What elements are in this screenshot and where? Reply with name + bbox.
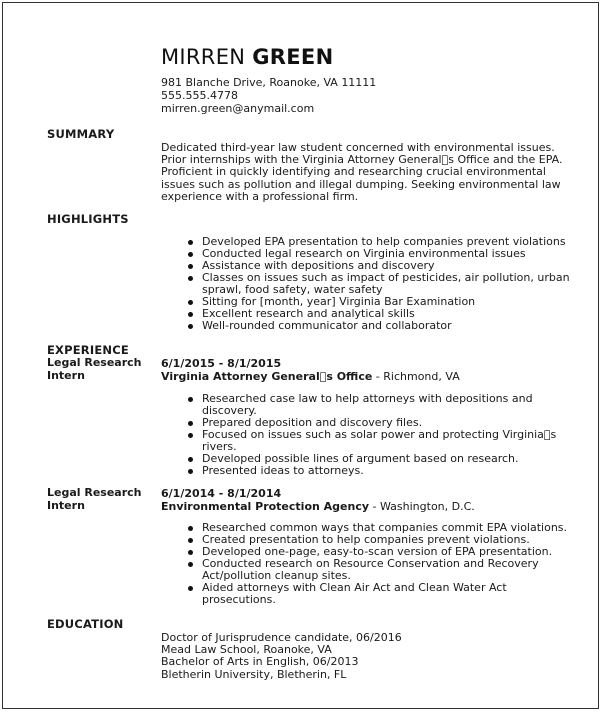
bullet-icon [188, 538, 193, 543]
bullet-icon [188, 252, 193, 257]
list-item: Excellent research and analytical skills [188, 308, 568, 320]
candidate-name [161, 45, 333, 69]
bullet-icon [188, 421, 193, 426]
bullet-icon [188, 300, 193, 305]
job-employer [161, 370, 460, 383]
education-line: Doctor of Jurisprudence candidate, 06/2016 [161, 631, 402, 644]
bullet-icon [188, 469, 193, 474]
resume-page [2, 2, 599, 709]
list-item: Presented ideas to attorneys. [188, 465, 568, 477]
bullet-icon [188, 433, 193, 438]
highlights-heading: HIGHLIGHTS [47, 212, 129, 226]
employer-location: - Washington, D.C. [369, 500, 475, 513]
highlights-list [188, 236, 568, 332]
job-role: Legal Research Intern [47, 486, 142, 512]
job-employer [161, 500, 475, 513]
job-dates: 6/1/2015 - 8/1/2015 [161, 357, 282, 370]
employer-name: Virginia Attorney General s Office [161, 370, 373, 383]
list-item: Conducted legal research on Virginia environmental issues [188, 248, 568, 260]
list-item: Assistance with depositions and discovery [188, 260, 568, 272]
summary-line: issues such as pollution and illegal dumping. Seeking environmental law [161, 177, 561, 191]
name-first: MIRREN [161, 45, 246, 69]
bullet-icon [188, 276, 193, 281]
bullet-icon [188, 264, 193, 269]
list-item: Sitting for [month, year] Virginia Bar Examination [188, 296, 568, 308]
employer-name: Environmental Protection Agency [161, 500, 370, 513]
name-last: GREEN [252, 45, 334, 69]
summary-line: Proficient in quickly identifying and researching crucial environmental [161, 165, 546, 179]
experience-heading: EXPERIENCE [47, 343, 129, 357]
list-item: Developed possible lines of argument based on research. [188, 453, 568, 465]
summary-line: Dedicated third-year law student concerned with environmental issues. [161, 141, 555, 154]
bullet-icon [188, 240, 193, 245]
summary-line: Prior internships with the Virginia Attorney General s Office and the EPA. [161, 153, 563, 167]
education-heading: EDUCATION [47, 617, 124, 631]
bullet-icon [188, 550, 193, 555]
education-line: Bachelor of Arts in English, 06/2013 [161, 655, 359, 669]
bullet-icon [188, 324, 193, 329]
job-dates: 6/1/2014 - 8/1/2014 [161, 487, 282, 500]
list-item: Prepared deposition and discovery files. [188, 417, 568, 429]
bullet-icon [188, 397, 193, 402]
bullet-icon [188, 312, 193, 317]
list-item: Developed EPA presentation to help companies prevent violations [188, 236, 568, 248]
education-text [161, 632, 402, 681]
list-item: Created presentation to help companies prevent violations. [188, 534, 568, 546]
summary-heading: SUMMARY [47, 127, 115, 141]
list-item: Classes on issues such as impact of pesticides, air pollution, urban sprawl, food safety, water safety [188, 272, 568, 296]
employer-location: - Richmond, VA [372, 370, 460, 383]
job-role: Legal Research Intern [47, 356, 142, 382]
list-item: Conducted research on Resource Conservation and Recovery Act/pollution cleanup sites. [188, 558, 568, 582]
bullet-icon [188, 562, 193, 567]
email[interactable]: mirren.green@anymail.com [161, 102, 315, 115]
list-item: Well-rounded communicator and collaborator [188, 320, 568, 332]
education-line: Mead Law School, Roanoke, VA [161, 643, 332, 657]
phone: 555.555.4778 [161, 89, 238, 102]
list-item: Researched case law to help attorneys with depositions and discovery. [188, 393, 568, 417]
bullet-icon [188, 586, 193, 591]
job-bullets [188, 522, 568, 606]
list-item: Developed one-page, easy-to-scan version of EPA presentation. [188, 546, 568, 558]
summary-text [161, 142, 561, 203]
address: 981 Blanche Drive, Roanoke, VA 11111 [161, 76, 377, 89]
job-bullets [188, 393, 568, 477]
bullet-icon [188, 457, 193, 462]
summary-line: experience with a professional firm. [161, 189, 359, 203]
education-line: Bletherin University, Bletherin, FL [161, 667, 347, 681]
list-item: Researched common ways that companies commit EPA violations. [188, 522, 568, 534]
list-item: Focused on issues such as solar power and protecting Virginia s rivers. [188, 429, 568, 453]
bullet-icon [188, 526, 193, 531]
list-item: Aided attorneys with Clean Air Act and Clean Water Act prosecutions. [188, 582, 568, 606]
